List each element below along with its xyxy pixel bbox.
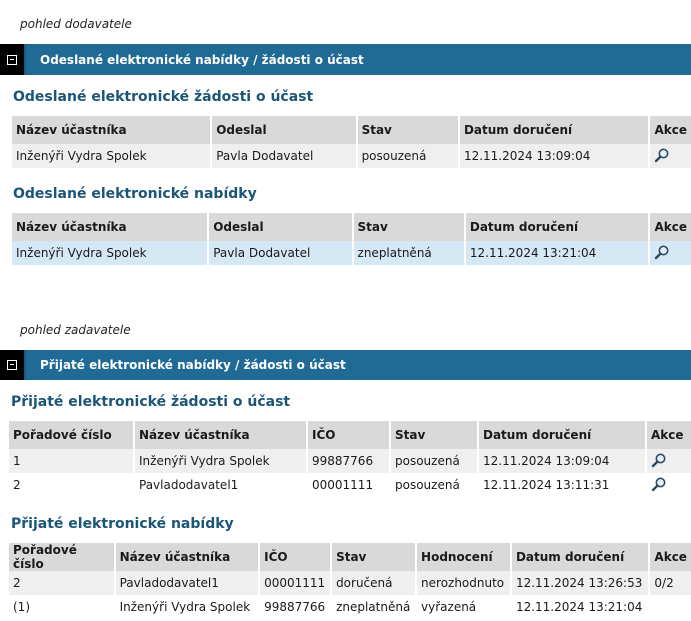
cell-action [648, 241, 691, 265]
column-header: Akce [645, 421, 691, 449]
subsection-title-sent-offers: Odeslané elektronické nabídky [13, 186, 257, 202]
column-header: Název účastníka [12, 213, 207, 241]
column-header: Akce [648, 116, 691, 144]
column-header: IČO [306, 421, 389, 449]
column-header: Akce [648, 213, 691, 241]
received-offers-table [9, 543, 691, 619]
magnifier-icon[interactable] [654, 147, 670, 166]
column-header: Název účastníka [133, 421, 306, 449]
cell-status: posouzená [389, 473, 477, 497]
cell-sender: Pavla Dodavatel [210, 144, 355, 168]
section-bar-received [0, 350, 691, 380]
column-header: Název účastníka [12, 116, 210, 144]
collapse-toggle-button[interactable] [0, 350, 26, 380]
sent-requests-table [12, 116, 691, 168]
table-row[interactable] [12, 144, 691, 168]
table-header-row [12, 213, 691, 241]
cell-ico: 00001111 [306, 473, 389, 497]
cell-action [645, 473, 691, 497]
minus-box-icon [7, 55, 17, 65]
column-header: IČO [258, 543, 330, 571]
cell-date: 12.11.2024 13:09:04 [477, 449, 645, 473]
magnifier-icon[interactable] [651, 452, 667, 471]
column-header: Pořadové číslo [9, 543, 114, 571]
subsection-title-received-offers: Přijaté elektronické nabídky [11, 516, 234, 532]
cell-ico: 99887766 [258, 595, 330, 619]
column-header: Stav [330, 543, 415, 571]
cell-status: zneplatněná [330, 595, 415, 619]
subsection-title-received-requests: Přijaté elektronické žádosti o účast [11, 394, 291, 410]
column-header: Stav [389, 421, 477, 449]
cell-order: (1) [9, 595, 114, 619]
table-header-row [9, 421, 691, 449]
caption-supplier-view: pohled dodavatele [20, 17, 132, 31]
cell-action [648, 144, 691, 168]
column-header: Akce [648, 543, 691, 571]
cell-name: Pavladodavatel1 [133, 473, 306, 497]
column-header: Pořadové číslo [9, 421, 133, 449]
magnifier-icon[interactable] [654, 244, 670, 263]
cell-action [645, 449, 691, 473]
sent-offers-table [12, 213, 691, 265]
table-row[interactable] [9, 595, 691, 619]
section-title: Přijaté elektronické nabídky / žádosti o účast [40, 358, 346, 372]
table-row[interactable] [9, 571, 691, 595]
column-header: Datum doručení [510, 543, 648, 571]
column-header: Stav [352, 213, 464, 241]
table-row[interactable] [12, 241, 691, 265]
cell-date: 12.11.2024 13:09:04 [458, 144, 649, 168]
minus-box-icon [7, 360, 17, 370]
column-header: Název účastníka [114, 543, 259, 571]
cell-name: Inženýři Vydra Spolek [114, 595, 259, 619]
caption-contracting-view: pohled zadavatele [20, 323, 131, 337]
table-header-row [9, 543, 691, 571]
cell-rating: vyřazená [415, 595, 510, 619]
cell-date: 12.11.2024 13:21:04 [464, 241, 649, 265]
cell-status: doručená [330, 571, 415, 595]
table-row[interactable] [9, 473, 691, 497]
cell-date: 12.11.2024 13:11:31 [477, 473, 645, 497]
collapse-toggle-button[interactable] [0, 44, 26, 75]
column-header: Stav [356, 116, 458, 144]
cell-ico: 00001111 [258, 571, 330, 595]
cell-name: Inženýři Vydra Spolek [12, 241, 207, 265]
magnifier-icon[interactable] [651, 476, 667, 495]
received-requests-table [9, 421, 691, 497]
cell-status: zneplatněná [352, 241, 464, 265]
cell-rating: nerozhodnuto [415, 571, 510, 595]
section-bar-sent [0, 44, 691, 75]
cell-status: posouzená [389, 449, 477, 473]
section-title: Odeslané elektronické nabídky / žádosti o účast [40, 52, 364, 67]
cell-name: Inženýři Vydra Spolek [133, 449, 306, 473]
cell-name: Pavladodavatel1 [114, 571, 259, 595]
column-header: Odeslal [207, 213, 351, 241]
cell-order: 1 [9, 449, 133, 473]
cell-name: Inženýři Vydra Spolek [12, 144, 210, 168]
column-header: Odeslal [210, 116, 355, 144]
cell-date: 12.11.2024 13:26:53 [510, 571, 648, 595]
cell-status: posouzená [356, 144, 458, 168]
cell-order: 2 [9, 473, 133, 497]
cell-action[interactable]: 0/2 [648, 571, 691, 595]
cell-ico: 99887766 [306, 449, 389, 473]
table-row[interactable] [9, 449, 691, 473]
column-header: Datum doručení [464, 213, 649, 241]
cell-order: 2 [9, 571, 114, 595]
table-header-row [12, 116, 691, 144]
column-header: Datum doručení [477, 421, 645, 449]
column-header: Datum doručení [458, 116, 649, 144]
cell-date: 12.11.2024 13:21:04 [510, 595, 648, 619]
cell-sender: Pavla Dodavatel [207, 241, 351, 265]
cell-action [648, 595, 691, 619]
subsection-title-sent-requests: Odeslané elektronické žádosti o účast [13, 89, 314, 105]
column-header: Hodnocení [415, 543, 510, 571]
